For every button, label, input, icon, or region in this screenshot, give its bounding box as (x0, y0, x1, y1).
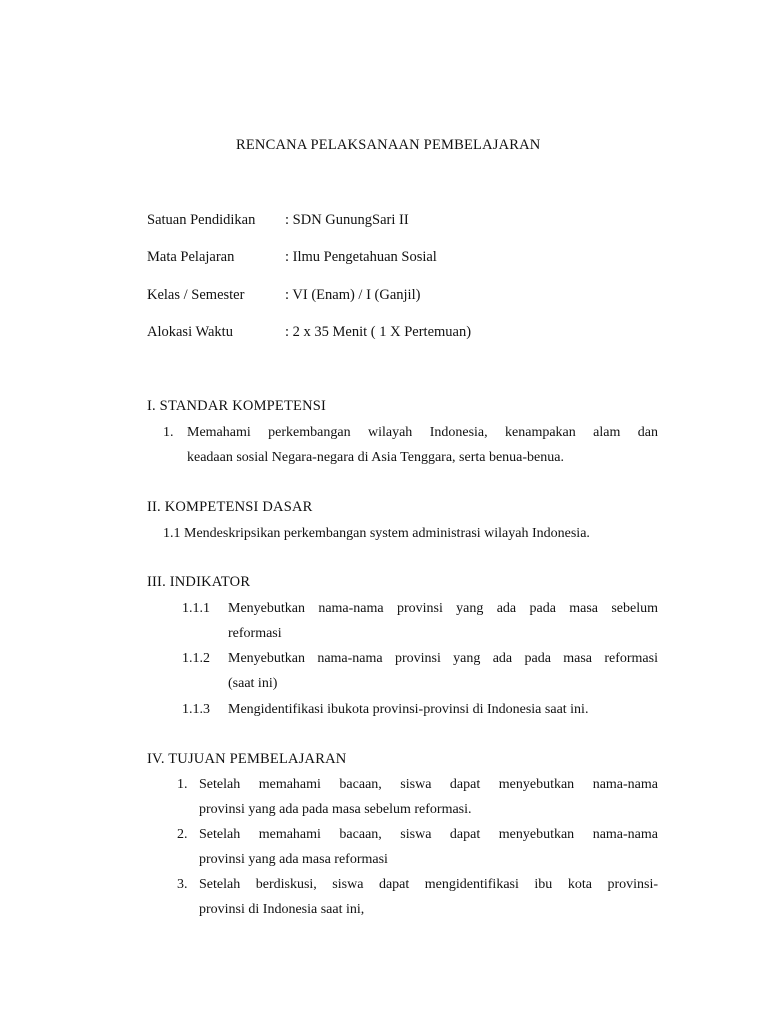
list-item-line: Setelah memahami bacaan, siswa dapat menyebutkan nama-nama (199, 777, 658, 792)
list-item-number: 2. (177, 827, 188, 842)
identity-label-kelas: Kelas / Semester (147, 287, 245, 303)
list-item-line: Memahami perkembangan wilayah Indonesia, kenampakan alam dan (187, 425, 658, 440)
list-item-line: Mengidentifikasi ibukota provinsi-provinsi di Indonesia saat ini. (228, 702, 589, 717)
identity-label-alokasi: Alokasi Waktu (147, 324, 233, 340)
list-item-number: 1.1.3 (182, 702, 210, 717)
identity-value-kelas: : VI (Enam) / I (Ganjil) (285, 287, 421, 303)
list-item-number: 1.1.2 (182, 651, 210, 666)
list-item-number: 3. (177, 877, 188, 892)
section-heading-tujuan: IV. TUJUAN PEMBELAJARAN (147, 751, 347, 767)
identity-value-alokasi: : 2 x 35 Menit ( 1 X Pertemuan) (285, 324, 472, 340)
document-title: RENCANA PELAKSANAAN PEMBELAJARAN (236, 137, 541, 153)
list-item-line: Menyebutkan nama-nama provinsi yang ada pada masa sebelum (228, 601, 658, 616)
list-item-line: Setelah memahami bacaan, siswa dapat menyebutkan nama-nama (199, 827, 658, 842)
list-item-line: provinsi yang ada masa reformasi (199, 852, 388, 867)
identity-value-satuan: : SDN GunungSari II (285, 212, 409, 228)
list-item-line: provinsi yang ada pada masa sebelum reformasi. (199, 802, 472, 817)
list-item: 1.1 Mendeskripsikan perkembangan system administrasi wilayah Indonesia. (163, 526, 590, 541)
list-item-line: Menyebutkan nama-nama provinsi yang ada pada masa reformasi (228, 651, 658, 666)
list-item-line: keadaan sosial Negara-negara di Asia Tenggara, serta benua-benua. (187, 450, 564, 465)
list-item-line: reformasi (228, 626, 282, 641)
list-item-number: 1.1.1 (182, 601, 210, 616)
identity-value-mapel: : Ilmu Pengetahuan Sosial (285, 249, 437, 265)
section-heading-indikator: III. INDIKATOR (147, 574, 251, 590)
section-heading-kompetensi: II. KOMPETENSI DASAR (147, 499, 313, 515)
list-item-number: 1. (177, 777, 188, 792)
section-heading-standar: I. STANDAR KOMPETENSI (147, 398, 327, 414)
identity-label-mapel: Mata Pelajaran (147, 249, 235, 265)
list-item-line: provinsi di Indonesia saat ini, (199, 902, 365, 917)
list-item-line: Setelah berdiskusi, siswa dapat mengidentifikasi ibu kota provinsi- (199, 877, 658, 892)
list-item-number: 1. (163, 425, 174, 440)
list-item-line: (saat ini) (228, 676, 278, 691)
identity-label-satuan: Satuan Pendidikan (147, 212, 256, 228)
